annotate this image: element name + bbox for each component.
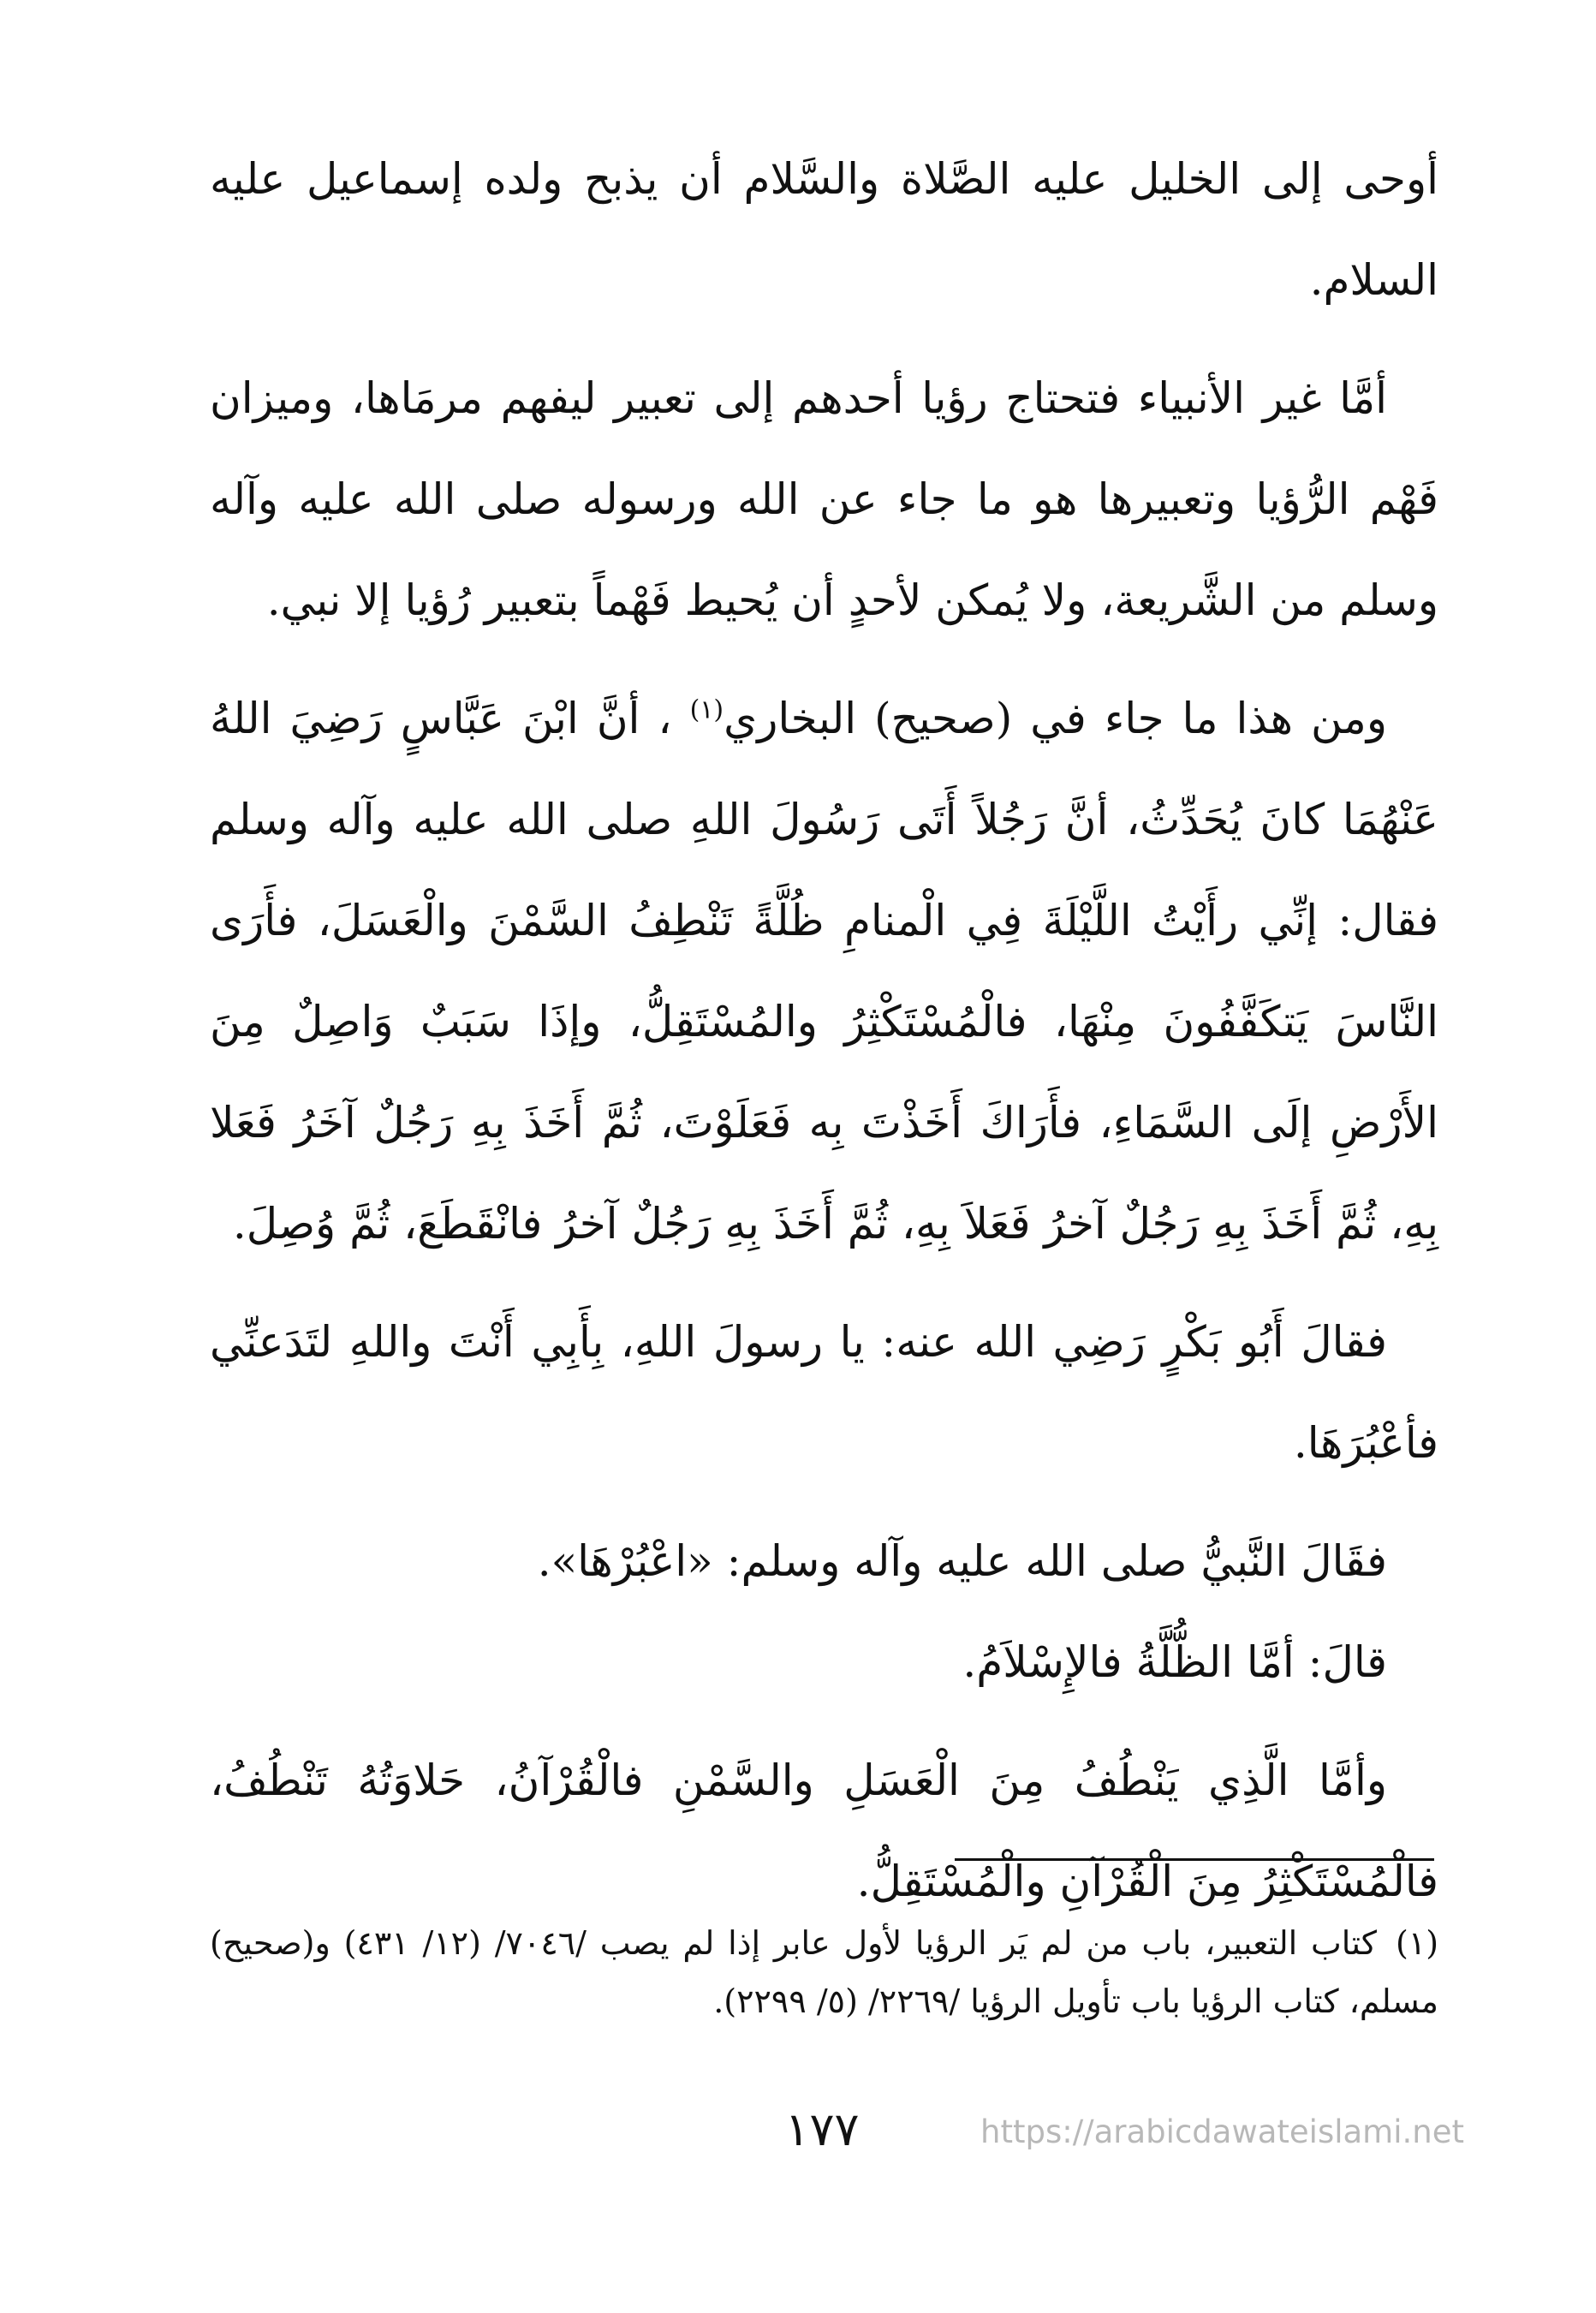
- main-text: [210, 128, 1438, 1949]
- footnote-divider: [955, 1858, 1434, 1861]
- paragraph-1: أوحى إلى الخليل عليه الصَّلاة والسَّلام أن يذبح ولده إسماعيل عليه السلام.: [210, 154, 1438, 305]
- paragraph-7: وأمَّا الَّذِي يَنْطُفُ مِنَ الْعَسَلِ والسَّمْنِ فالْقُرْآنُ، حَلاوَتُهُ تَنْطُفُ، فالْمُسْتَكْثِرُ مِنَ الْقُرْآنِ والْمُسْتَقِلُّ.: [210, 1756, 1438, 1906]
- page-number: ١٧٧: [784, 2102, 860, 2156]
- paragraph-2: أمَّا غير الأنبياء فتحتاج رؤيا أحدهم إلى تعبير ليفهم مرمَاها، وميزان فَهْم الرُّؤيا وتعبيرها هو ما جاء عن الله ورسوله صلى الله عليه وآله وسلم من الشَّريعة، ولا يُمكن لأحدٍ أن يُحيط فَهْماً بتعبير رُؤيا إلا نبي.: [210, 373, 1438, 625]
- footnote: [210, 1914, 1438, 2030]
- footnote-reference: (١): [689, 694, 724, 725]
- paragraph-4: فقالَ أَبُو بَكْرٍ رَضِي الله عنه: يا رسولَ اللهِ، بِأَبِي أَنْتَ واللهِ لتَدَعنِّي فأعْبُرَهَا.: [210, 1317, 1438, 1468]
- paragraph-6: قالَ: أمَّا الظُّلَّةُ فالإِسْلاَمُ.: [962, 1637, 1387, 1687]
- paragraph-3-lead: ومن هذا ما جاء في (صحيح) البخاري: [724, 694, 1387, 743]
- paragraph-3: [210, 668, 1438, 1274]
- footnote-text: كتاب التعبير، باب من لم يَر الرؤيا لأول عابر إذا لم يصب /٧٠٤٦/ (١٢/ ٤٣١) و(صحيح) مسلم، كتاب الرؤيا باب تأويل الرؤيا /٢٢٦٩/ (٥/ ٢٢٩٩).: [210, 1924, 1438, 2020]
- paragraph-3-hadith: ، أنَّ ابْنَ عَبَّاسٍ رَضِيَ اللهُ عَنْهُمَا كانَ يُحَدِّثُ، أنَّ رَجُلاً أَتَى رَسُولَ اللهِ صلى الله عليه وآله وسلم فقال: إنِّي رأَيْتُ اللَّيْلَةَ فِي الْمنامِ ظُلَّةً تَنْطِفُ السَّمْنَ والْعَسَلَ، فأَرَى النَّاسَ يَتكَفَّفُونَ مِنْهَا، فالْمُسْتَكْثِرُ والمُسْتَقِلُّ، وإذَا سَبَبٌ وَاصِلٌ مِنَ الأَرْضِ إلَى السَّمَاءِ، فأَرَاكَ أَخَذْتَ بِه فَعَلَوْتَ، ثُمَّ أَخَذَ بِهِ رَجُلٌ آخَرُ فَعَلا بِهِ، ثُمَّ أَخَذَ بِهِ رَجُلٌ آخرُ فَعَلاَ بِهِ، ثُمَّ أَخَذَ بِهِ رَجُلٌ آخرُ فانْقَطَعَ، ثُمَّ وُصِلَ.: [210, 694, 1438, 1249]
- paragraph-5: فقَالَ النَّبيُّ صلى الله عليه وآله وسلم: «اعْبُرْهَا».: [537, 1536, 1387, 1586]
- footnote-marker: (١): [1395, 1924, 1439, 1962]
- watermark-url: https://arabicdawateislami.net: [980, 2113, 1464, 2150]
